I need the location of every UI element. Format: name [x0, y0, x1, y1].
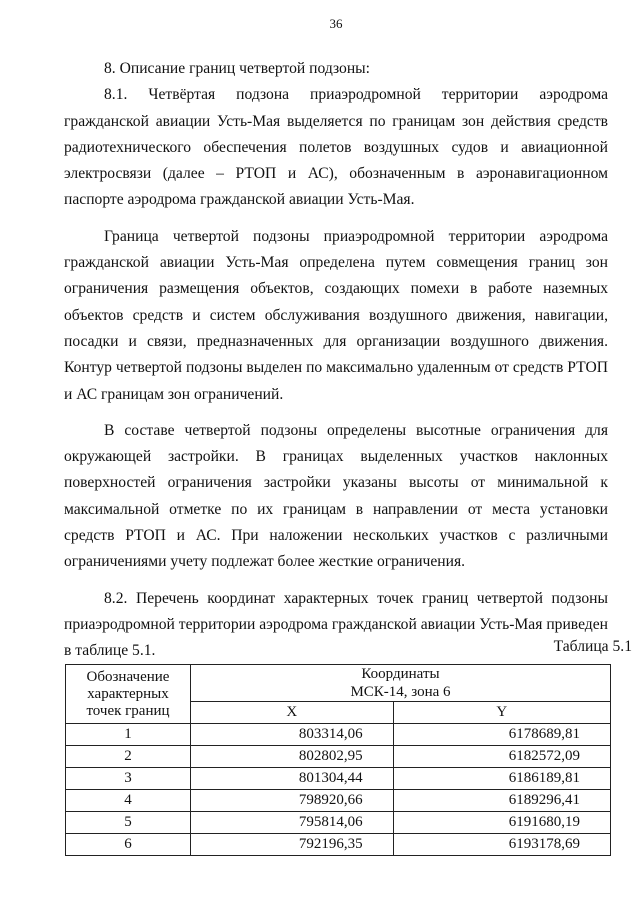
coord-x: 802802,95	[191, 746, 394, 768]
coord-y: 6182572,09	[393, 746, 610, 768]
section-heading: 8. Описание границ четвертой подзоны:	[104, 60, 370, 77]
header-coordinates	[191, 665, 611, 702]
point-number: 2	[66, 746, 191, 768]
coord-x: 801304,44	[191, 768, 394, 790]
table-row	[66, 790, 611, 812]
coord-x: 798920,66	[191, 790, 394, 812]
paragraph-1: 8.1. Четвёртая подзона приаэродромной территории аэродрома гражданской авиации Усть-Мая выделяется по границам зон действия средств радиотехнического обеспечения полетов воздушных судов и авиационной электросвязи (далее – РТОП и АС), обозначенным в аэронавигационном паспорте аэродрома гражданской авиации Усть-Мая.	[64, 86, 608, 209]
paragraph-4: 8.2. Перечень координат характерных точек границ четвертой подзоны приаэродромной территории аэродрома гражданской авиации Усть-Мая приведен в таблице 5.1.	[64, 589, 608, 660]
table-row	[66, 746, 611, 768]
point-number: 3	[66, 768, 191, 790]
paragraph-3: В составе четвертой подзоны определены высотные ограничения для окружающей застройки. В границах выделенных участков наклонных поверхностей ограничения застройки указаны высоты от минимальной к максимальной отметке по их границам в направлении от места установки средств РТОП и АС. При наложении нескольких участков с различными ограничениями учету подлежат более жесткие ограничения.	[64, 421, 608, 571]
coord-y: 6193178,69	[393, 834, 610, 856]
coord-x: 795814,06	[191, 812, 394, 834]
table-row	[66, 724, 611, 746]
header-point-designation: Обозначение характерных точек границ	[66, 665, 191, 724]
coord-y: 6186189,81	[393, 768, 610, 790]
point-number: 5	[66, 812, 191, 834]
point-number: 4	[66, 790, 191, 812]
coord-x: 803314,06	[191, 724, 394, 746]
page-number: 36	[329, 16, 343, 31]
table-row	[66, 812, 611, 834]
header-coordinate-system: МСК-14, зона 6	[350, 684, 451, 700]
table-caption: Таблица 5.1	[553, 638, 632, 655]
coord-x: 792196,35	[191, 834, 394, 856]
point-number: 1	[66, 724, 191, 746]
section-text	[64, 56, 608, 665]
table-row	[66, 834, 611, 856]
coordinates-table	[65, 664, 611, 856]
coord-y: 6191680,19	[393, 812, 610, 834]
paragraph-2: Граница четвертой подзоны приаэродромной территории аэродрома гражданской авиации Усть-Мая определена путем совмещения границ зон ограничения размещения объектов, создающих помехи в работе наземных объектов средств и систем обслуживания воздушного движения, навигации, посадки и связи, предназначенных для организации воздушного движения. Контур четвертой подзоны выделен по максимально удаленным от средств РТОП и АС границам зон ограничений.	[64, 227, 608, 403]
header-coordinates-title: Координаты	[361, 666, 440, 682]
coord-y: 6178689,81	[393, 724, 610, 746]
coord-y: 6189296,41	[393, 790, 610, 812]
table-row	[66, 768, 611, 790]
point-number: 6	[66, 834, 191, 856]
header-y: Y	[393, 702, 610, 724]
header-x: X	[191, 702, 394, 724]
